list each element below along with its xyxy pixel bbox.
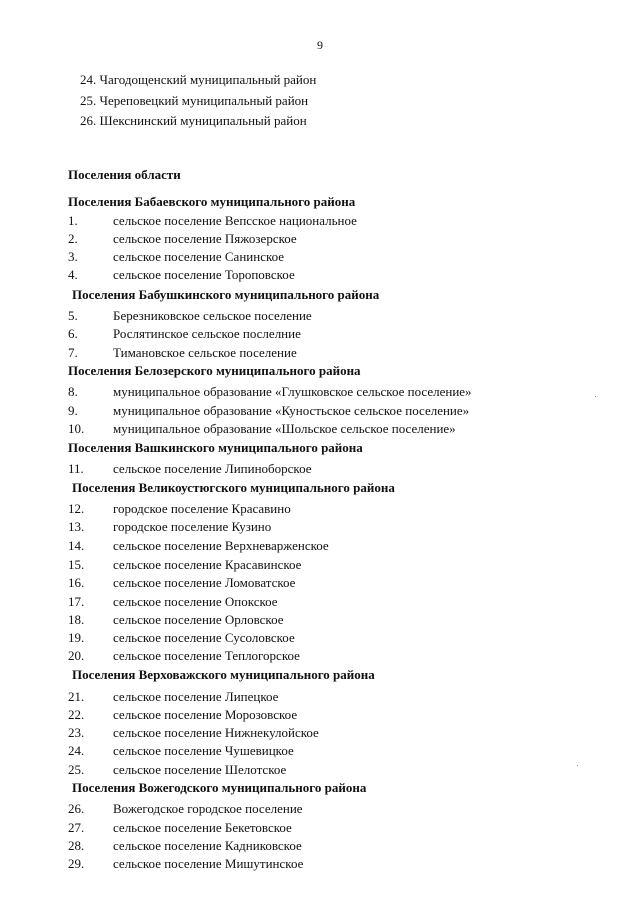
settlement-name: сельское поселение Красавинское <box>113 557 302 572</box>
item-number: 2. <box>68 231 78 246</box>
intro-item: 26. Шекснинский муниципальный район <box>80 113 307 128</box>
settlement-name: сельское поселение Морозовское <box>113 707 298 722</box>
scan-speck <box>595 396 596 397</box>
settlement-name: сельское поселение Опокское <box>113 594 278 609</box>
item-number: 20. <box>68 648 85 663</box>
section-title: Поселения области <box>68 167 181 182</box>
intro-item: 25. Череповецкий муниципальный район <box>80 93 309 108</box>
item-number: 15. <box>68 557 85 572</box>
item-number: 17. <box>68 594 85 609</box>
item-number: 6. <box>68 326 78 341</box>
settlement-name: сельское поселение Нижнекулойское <box>113 725 319 740</box>
settlement-name: сельское поселение Вепсское национальное <box>113 213 357 228</box>
settlement-name: сельское поселение Бекетовское <box>113 820 292 835</box>
settlement-name: сельское поселение Орловское <box>113 612 284 627</box>
settlement-name: сельское поселение Теплогорское <box>113 648 300 663</box>
item-number: 27. <box>68 820 85 835</box>
settlement-name: сельское поселение Ломоватское <box>113 575 296 590</box>
settlement-name: муниципальное образование «Куностьское сельское поселение» <box>113 403 470 418</box>
settlement-name: сельское поселение Чушевицкое <box>113 743 294 758</box>
settlement-name: Рослятинское сельское послелние <box>113 326 301 341</box>
item-number: 10. <box>68 421 85 436</box>
settlement-name: сельское поселение Пяжозерское <box>113 231 297 246</box>
scan-speck <box>577 765 578 766</box>
settlement-name: сельское поселение Кадниковское <box>113 838 302 853</box>
item-number: 26. <box>68 801 85 816</box>
item-number: 25. <box>68 762 85 777</box>
settlement-name: Березниковское сельское поселение <box>113 308 312 323</box>
item-number: 11. <box>68 461 84 476</box>
item-number: 28. <box>68 838 85 853</box>
page-number: 9 <box>317 38 323 52</box>
item-number: 23. <box>68 725 85 740</box>
group-heading: Поселения Верховажского муниципального района <box>72 667 375 682</box>
settlement-name: сельское поселение Тороповское <box>113 267 295 282</box>
settlement-name: Вожегодское городское поселение <box>113 801 303 816</box>
item-number: 4. <box>68 267 78 282</box>
group-heading: Поселения Бабаевского муниципального района <box>68 194 356 209</box>
intro-item: 24. Чагодощенский муниципальный район <box>80 72 317 87</box>
item-number: 9. <box>68 403 78 418</box>
item-number: 24. <box>68 743 85 758</box>
item-number: 8. <box>68 384 78 399</box>
group-heading: Поселения Великоустюгского муниципального района <box>72 480 395 495</box>
group-heading: Поселения Бабушкинского муниципального района <box>72 287 380 302</box>
item-number: 5. <box>68 308 78 323</box>
settlement-name: Тимановское сельское поселение <box>113 345 297 360</box>
settlement-name: муниципальное образование «Глушковское сельское поселение» <box>113 384 472 399</box>
settlement-name: городское поселение Красавино <box>113 501 291 516</box>
settlement-name: сельское поселение Липиноборское <box>113 461 312 476</box>
item-number: 14. <box>68 538 85 553</box>
settlement-name: сельское поселение Верхневарженское <box>113 538 329 553</box>
item-number: 12. <box>68 501 85 516</box>
settlement-name: муниципальное образование «Шольское сельское поселение» <box>113 421 456 436</box>
item-number: 3. <box>68 249 78 264</box>
item-number: 21. <box>68 689 85 704</box>
settlement-name: сельское поселение Липецкое <box>113 689 279 704</box>
settlement-name: городское поселение Кузино <box>113 519 272 534</box>
settlement-name: сельское поселение Санинское <box>113 249 285 264</box>
settlement-name: сельское поселение Шелотское <box>113 762 287 777</box>
item-number: 22. <box>68 707 85 722</box>
item-number: 29. <box>68 856 85 871</box>
group-heading: Поселения Вашкинского муниципального района <box>68 440 363 455</box>
item-number: 13. <box>68 519 85 534</box>
item-number: 18. <box>68 612 85 627</box>
settlement-name: сельское поселение Сусоловское <box>113 630 295 645</box>
item-number: 19. <box>68 630 85 645</box>
item-number: 1. <box>68 213 78 228</box>
group-heading: Поселения Белозерского муниципального района <box>68 363 361 378</box>
group-heading: Поселения Вожегодского муниципального района <box>72 780 367 795</box>
item-number: 16. <box>68 575 85 590</box>
item-number: 7. <box>68 345 78 360</box>
settlement-name: сельское поселение Мишутинское <box>113 856 304 871</box>
